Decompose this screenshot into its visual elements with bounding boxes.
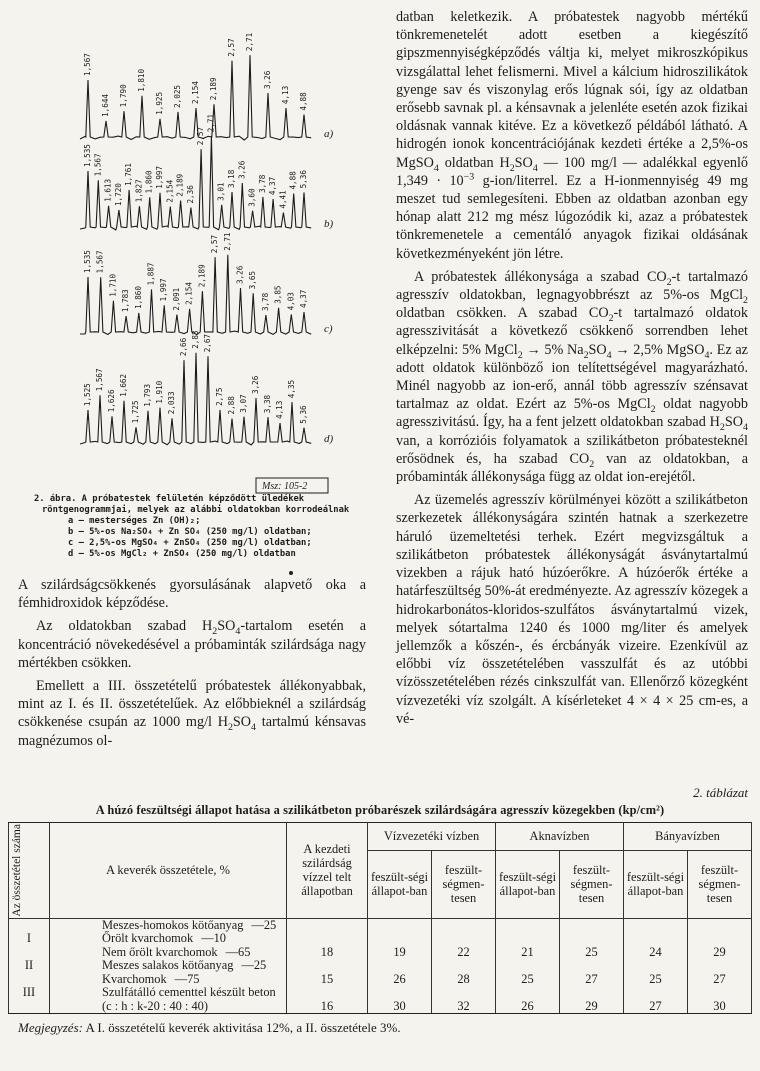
row-mine-stressed bbox=[623, 986, 687, 1000]
peak-label: 4,88 bbox=[299, 92, 308, 111]
row-shaft-stressed: 25 bbox=[495, 973, 559, 987]
table-row bbox=[9, 1000, 752, 1014]
curve-letter: d) bbox=[324, 433, 334, 445]
row-shaft-stressed: 26 bbox=[495, 1000, 559, 1014]
peak-label: 1,626 bbox=[107, 389, 116, 413]
row-composition: Meszes-homokos kötőanyag —25 bbox=[50, 918, 287, 932]
peak-label: 2,88 bbox=[227, 396, 236, 415]
caption-legend-c: c — 2,5%-os MgSO₄ + ZnSO₄ (250 mg/l) oldatban; bbox=[68, 538, 312, 548]
row-water-stressed: 30 bbox=[368, 1000, 432, 1014]
paragraph: Az üzemelés agresszív körülményei között a szilikátbeton szerkezetek állékonyságára szintén hatnak a szerkezetre háruló üzemeltetési terhek. Ezért megvizsgáltuk a szilikátbeton próbatestek állékonyságát ásványtartalmú vizekben a rájuk ható húzóerőkre. A húzóerők értéke a határfeszültség 50%-át eredményezte. Az agresszív közegek a hidrokarbonátos-kloridos-szulfátos ásványtartalmú vizek, melyek sótartalma 1240 és 1000 mg/liter és amelyek jellemzők a kőszén-, és ércbányák vizeire. Ezenkívül az előbbi víz összetételében vasszulfát és az utóbbi vízösszetételében rézés cinkszulfát van. Ellenőrző közegként vízvezetéki víz szolgált. A kísérleteket 4 × 4 × 25 cm-es, a vé- bbox=[396, 492, 748, 727]
header-shaft: Aknavízben bbox=[495, 823, 623, 851]
peak-label: 3,60 bbox=[247, 188, 257, 207]
row-composition: (c : h : k-20 : 40 : 40) bbox=[50, 1000, 287, 1014]
row-mine-stressed bbox=[623, 932, 687, 946]
row-mine-stressed: 27 bbox=[623, 1000, 687, 1014]
header-composition: A keverék összetétele, % bbox=[50, 823, 287, 919]
header-stressed: feszült-ségi állapot-ban bbox=[623, 850, 687, 918]
row-water-unstressed bbox=[432, 959, 496, 973]
paragraph: datban keletkezik. A próbatestek nagyobb mértékű tönkremenetelét adott esetben a kiegészítő gipszmennyiségképződés váltja ki, melyet mikroszkópikus vizsgálattal lehet felismerni. Mivel a kálcium hidroszilikátok gyenge sav és viszonylag erős lúgnak sói, így az oldatban erősebb savnak pl. a kénsavnak a jelenléte esetén azok fizikai oldásnak vannak kitéve. Ez a következő példából látható. A hidrogén ionok koncentrációjának kezdeti értéke a 2,5%-os MgSO$_4$ oldatban $H_2SO_4$ — 100 mg/l — adalékkal egyenlő $1,349 \cdot 10^{-3}$ g-ion/literrel. Ez a H-ionmennyiség 49 mg meszet tud semlegesíteni. Ebben az oldatban azonban egy hónap alatt 212 mg mész lúgozódik ki, azaz a próbatestek tönkremenetele a cementáló anyagok fizikai oldásának következményeként jön létre. bbox=[396, 9, 748, 262]
peak-label: 1,567 bbox=[83, 53, 92, 76]
row-mine-unstressed bbox=[688, 932, 752, 946]
paragraph: A próbatestek állékonysága a szabad $CO_2-t$ tartalmazó agresszív oldatokban, legnagyobbrészt az 5%-os MgCl$_2$ oldatban csökken. A szabad $CO_2-t$ tartalmazó oldatok agresszivitását a következő csökkenő sorrendben lehet elképzelni: 5% MgCl$_2$ → 5% $Na_2SO_4 \to 2,5\%$ MgSO$_4$. Ez az adott oldatok különböző ion telítettségével magyarázható. Minél nagyobb az ion-erő, annál több agresszív szénsavat tartalmaz az oldat. Ezért az 5%-os MgCl$_2$ oldat nagyobb agresszivitású. Így, ha a fent jelzett oldatokban szabad $H_2SO_4$ van, a korrózióis folyamatok a szilikátbeton próbatesteknél erősödnek és, ha szabad $CO_2$ van az oldatokban, a próbaminták állékonysága függ az oldat ion-erejétől. bbox=[396, 268, 748, 486]
peak-label: 1,997 bbox=[159, 278, 169, 302]
row-initial: 18 bbox=[287, 946, 368, 960]
table-row bbox=[9, 959, 752, 973]
row-water-stressed bbox=[368, 918, 432, 932]
peak-label: 5,36 bbox=[299, 170, 308, 189]
row-shaft-unstressed bbox=[560, 918, 624, 932]
row-shaft-stressed bbox=[495, 986, 559, 1000]
row-mine-unstressed bbox=[688, 986, 752, 1000]
row-mine-stressed bbox=[623, 959, 687, 973]
peak-label: 3,65 bbox=[248, 271, 258, 290]
right-column bbox=[396, 8, 748, 728]
table-row bbox=[9, 932, 752, 946]
peak-label: 5,36 bbox=[299, 405, 308, 424]
peak-label: 1,725 bbox=[131, 400, 140, 424]
header-initial: A kezdeti szilárdság vízzel telt állapotban bbox=[287, 823, 368, 919]
peak-label: 2,189 bbox=[197, 264, 207, 288]
caption-title: 2. ábra. A próbatestek felületén képződött üledékek röntgenogrammjai, melyek az alábbi oldatokban korrodeálnak bbox=[34, 494, 350, 515]
caption-legend-d: d — 5%-os MgCl₂ + ZnSO₄ (250 mg/l) oldatban bbox=[68, 549, 296, 559]
row-initial bbox=[287, 959, 368, 973]
row-mine-unstressed: 29 bbox=[688, 946, 752, 960]
peak-label: 2,71 bbox=[206, 113, 216, 133]
peak-label: 2,189 bbox=[209, 77, 218, 101]
peak-label: 1,790 bbox=[119, 84, 128, 108]
header-stressed: feszült-ségi állapot-ban bbox=[495, 850, 559, 918]
row-id: III bbox=[9, 986, 50, 1000]
row-mine-stressed: 24 bbox=[623, 946, 687, 960]
peak-label: 2,75 bbox=[215, 387, 224, 406]
curve-letter: a) bbox=[324, 128, 334, 140]
peak-label: 1,567 bbox=[95, 250, 105, 274]
row-initial bbox=[287, 918, 368, 932]
row-water-unstressed: 22 bbox=[432, 946, 496, 960]
peak-label: 3,07 bbox=[239, 394, 248, 413]
row-water-stressed bbox=[368, 986, 432, 1000]
row-shaft-unstressed bbox=[560, 959, 624, 973]
table-row bbox=[9, 946, 752, 960]
peak-label: 1,525 bbox=[83, 383, 92, 407]
peak-label: 1,567 bbox=[95, 368, 104, 392]
peak-label: 4,03 bbox=[286, 292, 296, 311]
peak-label: 3,26 bbox=[263, 70, 272, 89]
row-id: I bbox=[9, 932, 50, 946]
peak-label: 1,860 bbox=[144, 170, 154, 194]
peak-label: 1,783 bbox=[121, 289, 131, 313]
header-mine: Bányavízben bbox=[623, 823, 751, 851]
row-shaft-unstressed bbox=[560, 986, 624, 1000]
curve-letter: c) bbox=[324, 323, 333, 335]
peak-label: 2,36 bbox=[185, 185, 195, 204]
peak-label: 1,827 bbox=[134, 179, 144, 203]
row-id bbox=[9, 1000, 50, 1014]
table-note: Megjegyzés: A I. összetételű keverék aktivitása 12%, a II. összetétele 3%. bbox=[18, 1020, 401, 1036]
row-shaft-unstressed: 29 bbox=[560, 1000, 624, 1014]
peak-label: 2,57 bbox=[210, 234, 220, 254]
peak-label: 3,26 bbox=[251, 375, 260, 394]
row-id bbox=[9, 946, 50, 960]
row-shaft-unstressed: 25 bbox=[560, 946, 624, 960]
caption-legend-b: b — 5%-os Na₂SO₄ + Zn SO₄ (250 mg/l) oldatban; bbox=[68, 527, 312, 537]
peak-label: 1,860 bbox=[133, 286, 143, 309]
row-shaft-unstressed bbox=[560, 932, 624, 946]
row-water-unstressed: 32 bbox=[432, 1000, 496, 1014]
peak-label: 1,720 bbox=[113, 183, 123, 206]
peak-label: 1,925 bbox=[155, 91, 164, 115]
peak-label: 1,810 bbox=[137, 68, 146, 92]
peak-label: 4,13 bbox=[275, 400, 284, 419]
peak-label: 1,710 bbox=[108, 273, 118, 297]
xrd-diagram bbox=[18, 6, 368, 496]
peak-label: 2,83 bbox=[191, 330, 200, 349]
peak-label: 2,71 bbox=[222, 232, 232, 251]
row-mine-unstressed bbox=[688, 918, 752, 932]
row-shaft-stressed bbox=[495, 959, 559, 973]
peak-label: 4,41 bbox=[278, 190, 288, 209]
peak-label: 1,761 bbox=[124, 163, 134, 186]
figure-caption bbox=[34, 494, 366, 560]
row-composition: Őrölt kvarchomok —10 bbox=[50, 932, 287, 946]
peak-label: 4,13 bbox=[281, 85, 290, 105]
table-section bbox=[8, 785, 752, 1036]
left-column bbox=[18, 576, 366, 750]
peak-label: 3,38 bbox=[263, 394, 272, 414]
peak-label: 3,18 bbox=[227, 169, 236, 188]
row-initial: 16 bbox=[287, 1000, 368, 1014]
peak-label: 2,71 bbox=[245, 32, 254, 52]
header-unstressed: feszült-ségmen-tesen bbox=[432, 850, 496, 918]
peak-label: 3,01 bbox=[216, 182, 226, 201]
peak-label: 4,37 bbox=[299, 289, 308, 308]
row-composition: Meszes salakos kötőanyag —25 bbox=[50, 959, 287, 973]
table-title: A húzó feszültségi állapot hatása a szilikátbeton próbarészek szilárdságára agresszív közegekben (kp/cm²) bbox=[95, 803, 665, 817]
peak-label: 2,025 bbox=[173, 85, 182, 108]
peak-label: 3,78 bbox=[257, 174, 267, 193]
peak-label: 2,189 bbox=[175, 173, 185, 197]
stamp-text: Msz: 105-2 bbox=[262, 481, 308, 492]
peak-label: 1,535 bbox=[83, 250, 92, 273]
peak-label: 1,567 bbox=[93, 153, 103, 177]
row-mine-unstressed: 27 bbox=[688, 973, 752, 987]
peak-label: 1,997 bbox=[155, 165, 164, 189]
peak-label: 2,154 bbox=[191, 81, 200, 104]
row-water-stressed bbox=[368, 932, 432, 946]
row-water-unstressed bbox=[432, 918, 496, 932]
header-stressed: feszült-ségi állapot-ban bbox=[368, 850, 432, 918]
row-water-stressed bbox=[368, 959, 432, 973]
row-id bbox=[9, 973, 50, 987]
header-id: Az összetétel száma bbox=[9, 823, 50, 919]
row-initial bbox=[287, 932, 368, 946]
peak-label: 2,66 bbox=[179, 337, 188, 357]
paragraph: Emellett a III. összetételű próbatestek állékonyabbak, mint az I. és II. összetételűek. Az előbbieknél a szilárdság csökkenése csupán az 1000 mg/l $H_2SO_4$ tartalmú kénsavas magnézumos ol- bbox=[18, 678, 366, 749]
row-water-stressed: 19 bbox=[368, 946, 432, 960]
paragraph: Az oldatokban szabad $H_2SO_4$-tartalom esetén a koncentráció növekedésével a próbaminták szilárdsága nagy mértékben csökken. bbox=[18, 618, 366, 671]
header-unstressed: feszült-ségmen-tesen bbox=[560, 850, 624, 918]
peak-label: 2,57 bbox=[227, 38, 236, 57]
peak-label: 1,910 bbox=[155, 380, 164, 404]
peak-label: 1,793 bbox=[143, 383, 152, 407]
curve-letter: b) bbox=[324, 218, 334, 230]
row-composition: Szulfátálló cementtel készült beton bbox=[50, 986, 287, 1000]
peak-label: 3,26 bbox=[235, 265, 245, 284]
paragraph: A szilárdságcsökkenés gyorsulásának alapvető oka a fémhidroxidok képződése. bbox=[18, 577, 366, 612]
row-water-unstressed bbox=[432, 932, 496, 946]
peak-label: 4,35 bbox=[287, 379, 296, 399]
peak-label: 3,78 bbox=[260, 292, 270, 312]
row-id bbox=[9, 918, 50, 932]
row-water-unstressed bbox=[432, 986, 496, 1000]
row-water-unstressed: 28 bbox=[432, 973, 496, 987]
peak-label: 4,88 bbox=[288, 171, 298, 190]
peak-label: 2,67 bbox=[203, 334, 212, 353]
peak-label: 2,57 bbox=[196, 126, 206, 146]
row-initial bbox=[287, 986, 368, 1000]
peak-label: 3,26 bbox=[237, 160, 247, 179]
row-mine-unstressed: 30 bbox=[688, 1000, 752, 1014]
header-unstressed: feszült-ségmen-tesen bbox=[688, 850, 752, 918]
peak-label: 2,033 bbox=[167, 391, 176, 415]
table-row bbox=[9, 973, 752, 987]
data-table bbox=[8, 822, 752, 1014]
row-initial: 15 bbox=[287, 973, 368, 987]
peak-label: 4,37 bbox=[268, 176, 278, 196]
row-mine-unstressed bbox=[688, 959, 752, 973]
caption-legend-a: a — mesterséges Zn (OH)₂; bbox=[68, 516, 201, 526]
peak-label: 3,85 bbox=[273, 285, 283, 304]
table-row bbox=[9, 918, 752, 932]
row-shaft-stressed: 21 bbox=[495, 946, 559, 960]
peak-label: 1,613 bbox=[103, 178, 113, 202]
row-id: II bbox=[9, 959, 50, 973]
peak-label: 1,535 bbox=[83, 144, 92, 167]
peak-label: 1,662 bbox=[119, 373, 128, 397]
row-shaft-stressed bbox=[495, 932, 559, 946]
decorative-dot bbox=[289, 571, 293, 575]
peak-label: 2,154 bbox=[165, 179, 175, 203]
row-water-stressed: 26 bbox=[368, 973, 432, 987]
row-composition: Kvarchomok —75 bbox=[50, 973, 287, 987]
peak-label: 2,154 bbox=[184, 282, 194, 305]
table-number: 2. táblázat bbox=[693, 785, 748, 800]
peak-label: 2,091 bbox=[171, 287, 181, 311]
peak-label: 1,644 bbox=[101, 94, 110, 117]
row-mine-stressed bbox=[623, 918, 687, 932]
row-shaft-unstressed: 27 bbox=[560, 973, 624, 987]
header-water: Vízvezetéki vízben bbox=[368, 823, 496, 851]
table-row bbox=[9, 986, 752, 1000]
row-mine-stressed: 25 bbox=[623, 973, 687, 987]
row-composition: Nem őrölt kvarchomok —65 bbox=[50, 946, 287, 960]
peak-label: 1,887 bbox=[146, 262, 156, 286]
row-shaft-stressed bbox=[495, 918, 559, 932]
